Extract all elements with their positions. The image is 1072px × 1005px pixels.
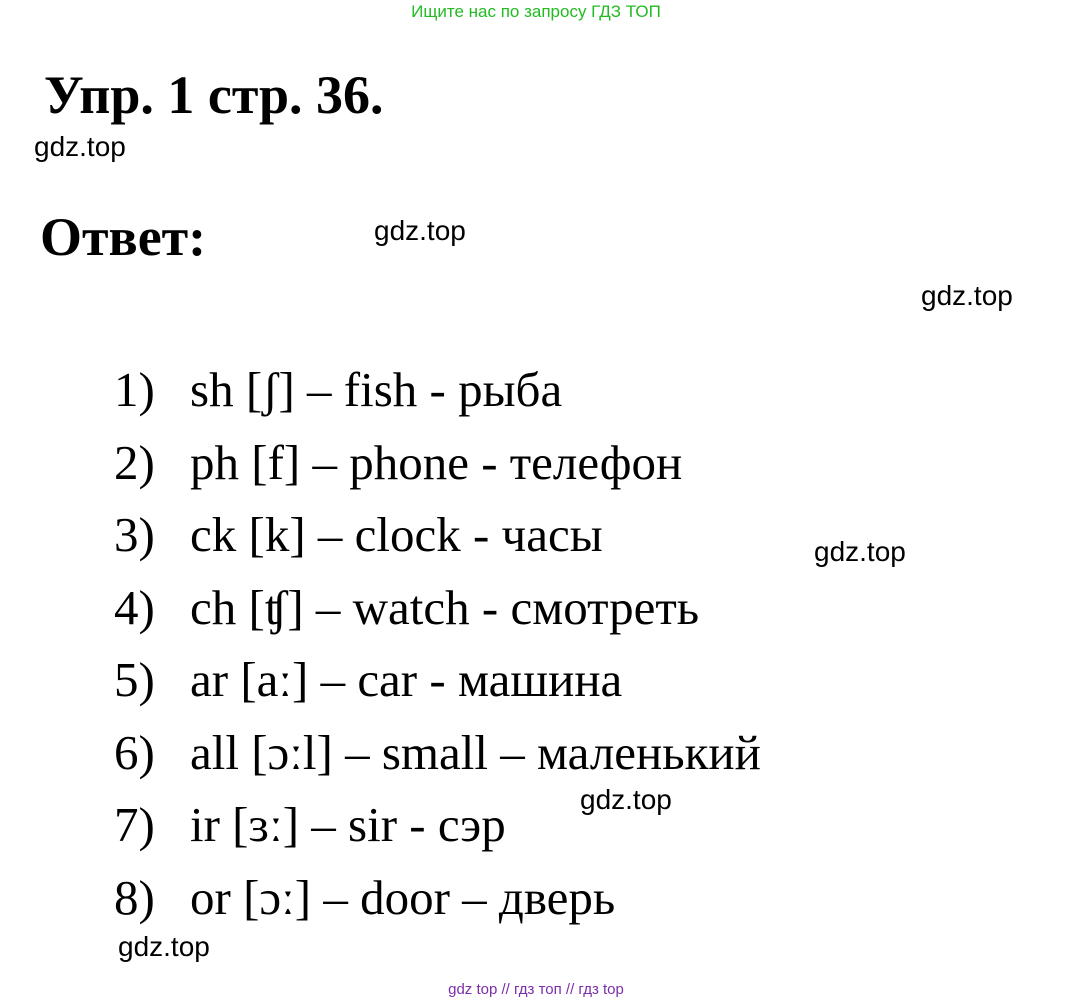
answer-item [114,644,761,717]
answer-text: ck [k] – clock - часы [190,507,603,562]
answer-item [114,354,761,427]
answer-text: ph [f] – phone - телефон [190,434,683,490]
watermark: gdz.top [374,215,466,246]
answer-item [114,499,761,572]
answer-text: ch [ʧ] – watch - смотреть [190,579,700,635]
answer-number: 5) [114,652,155,707]
watermark: gdz.top [814,536,906,567]
footer-watermark: gdz top // гдз топ // гдз top [448,981,624,998]
answer-item [114,427,761,500]
answer-text: or [ɔː] – door – дверь [190,869,616,925]
answer-text: sh [ʃ] – fish - рыба [190,362,563,417]
answer-number: 4) [114,579,155,635]
answer-text: all [ɔːl] – small – маленький [190,724,761,780]
answer-item [114,572,761,645]
watermark: gdz.top [580,784,672,815]
answer-heading: Ответ: [40,207,207,267]
watermark: gdz.top [921,280,1013,311]
answer-number: 7) [114,797,155,852]
search-banner: Ищите нас по запросу ГДЗ ТОП [411,2,661,21]
answer-number: 3) [114,507,155,562]
answer-list [114,354,761,934]
answer-text: ar [aː] – car - машина [190,652,623,707]
answer-number: 2) [114,434,155,490]
answer-item [114,862,761,935]
answer-text: ir [ɜː] – sir - сэр [190,797,506,852]
answer-number: 8) [114,869,155,925]
answer-number: 6) [114,724,155,780]
answer-item [114,717,761,790]
watermark: gdz.top [34,131,126,162]
exercise-title: Упр. 1 стр. 36. [44,65,384,125]
answer-number: 1) [114,362,155,417]
watermark: gdz.top [118,931,210,962]
